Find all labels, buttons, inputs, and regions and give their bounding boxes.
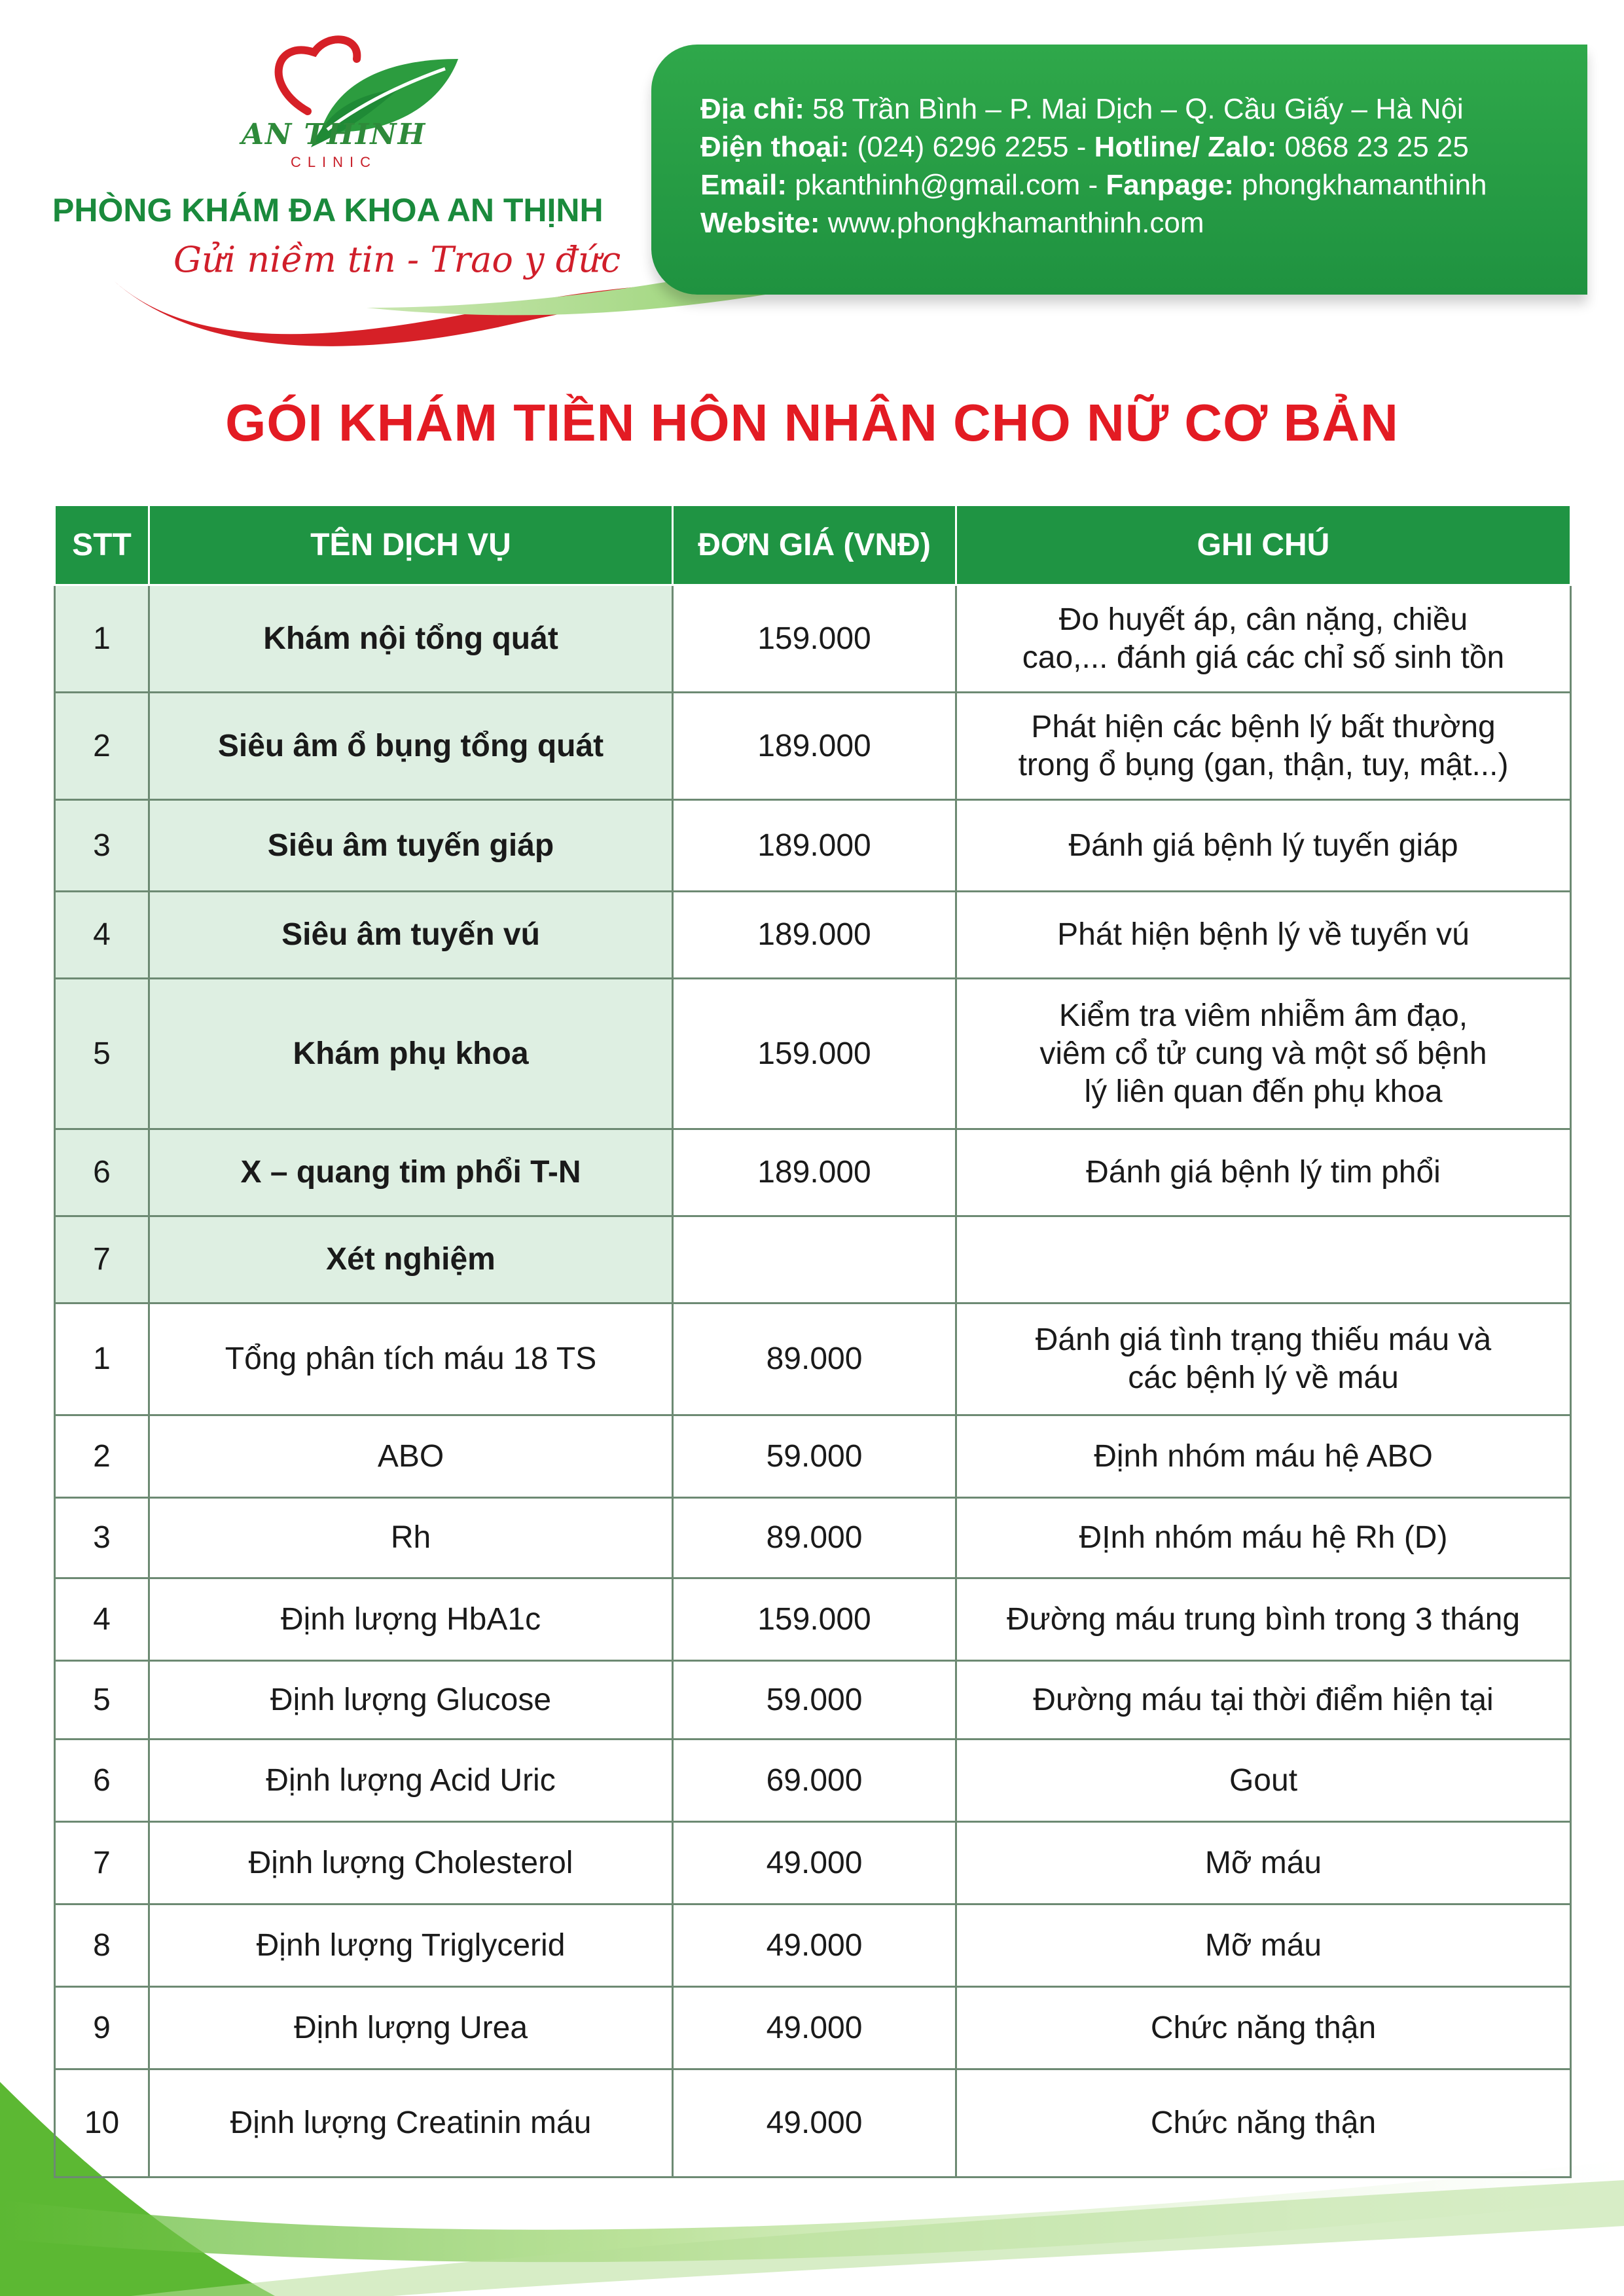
lab-stt: 6: [55, 1740, 149, 1822]
lab-stt: 7: [55, 1822, 149, 1904]
row-price: 189.000: [673, 892, 956, 979]
website-line: [700, 204, 1487, 242]
lab-row: [55, 1498, 1571, 1578]
row-note: [956, 1216, 1571, 1303]
contact-panel: [651, 45, 1587, 295]
lab-stt: 1: [55, 1303, 149, 1415]
lab-row: [55, 1987, 1571, 2069]
hotline-value: 0868 23 25 25: [1276, 131, 1469, 163]
slogan: Gửi niềm tin - Trao y đức: [173, 239, 621, 280]
table-row: [55, 979, 1571, 1129]
row-note: Đánh giá bệnh lý tuyến giáp: [956, 800, 1571, 892]
fanpage-label: Fanpage:: [1106, 169, 1234, 201]
lab-price: 49.000: [673, 1904, 956, 1987]
row-stt: 3: [55, 800, 149, 892]
lab-service: Định lượng Glucose: [149, 1661, 673, 1740]
website-value[interactable]: www.phongkhamanthinh.com: [820, 207, 1204, 239]
table-row: [55, 892, 1571, 979]
row-service: Khám nội tổng quát: [149, 585, 673, 693]
price-table-container: [54, 506, 1572, 2178]
address-value: 58 Trần Bình – P. Mai Dịch – Q. Cầu Giấy – Hà Nội: [804, 93, 1464, 125]
email-value[interactable]: pkanthinh@gmail.com -: [787, 169, 1106, 201]
contact-info: [700, 90, 1487, 242]
lab-stt: 2: [55, 1415, 149, 1498]
phone-label: Điện thoại:: [700, 131, 850, 163]
lab-service: Định lượng Acid Uric: [149, 1740, 673, 1822]
lab-stt: 3: [55, 1498, 149, 1578]
clinic-name: PHÒNG KHÁM ĐA KHOA AN THỊNH: [52, 192, 604, 228]
lab-service: Rh: [149, 1498, 673, 1578]
row-price: 189.000: [673, 693, 956, 800]
lab-price: 49.000: [673, 2069, 956, 2178]
logo-wordmark: AN THINH: [241, 118, 427, 151]
clinic-logo: [39, 20, 628, 327]
lab-row: [55, 2069, 1571, 2178]
header-service: TÊN DỊCH VỤ: [149, 506, 673, 585]
row-note: Kiểm tra viêm nhiễm âm đạo, viêm cổ tử cung và một số bệnh lý liên quan đến phụ khoa: [956, 979, 1571, 1129]
lab-row: [55, 1904, 1571, 1987]
lab-row: [55, 1415, 1571, 1498]
row-service: Siêu âm tuyến giáp: [149, 800, 673, 892]
lab-note: Gout: [956, 1740, 1571, 1822]
hotline-label: Hotline/ Zalo:: [1094, 131, 1277, 163]
lab-note: Định nhóm máu hệ ABO: [956, 1415, 1571, 1498]
row-service: Xét nghiệm: [149, 1216, 673, 1303]
lab-price: 59.000: [673, 1661, 956, 1740]
row-stt: 2: [55, 693, 149, 800]
lab-service: Định lượng Urea: [149, 1987, 673, 2069]
lab-note: Mỡ máu: [956, 1904, 1571, 1987]
lab-price: 49.000: [673, 1987, 956, 2069]
lab-row: [55, 1303, 1571, 1415]
row-stt: 1: [55, 585, 149, 693]
row-price: 159.000: [673, 585, 956, 693]
table-row: [55, 1216, 1571, 1303]
table-row: [55, 693, 1571, 800]
row-note: Đánh giá bệnh lý tim phổi: [956, 1129, 1571, 1216]
page-title: GÓI KHÁM TIỀN HÔN NHÂN CHO NỮ CƠ BẢN: [225, 393, 1399, 452]
lab-service: Định lượng HbA1c: [149, 1578, 673, 1661]
row-note: Phát hiện các bệnh lý bất thường trong ổ bụng (gan, thận, tuy, mật...): [956, 693, 1571, 800]
table-row: [55, 585, 1571, 693]
lab-stt: 9: [55, 1987, 149, 2069]
row-stt: 4: [55, 892, 149, 979]
lab-note: Đánh giá tình trạng thiếu máu và các bệnh lý về máu: [956, 1303, 1571, 1415]
lab-note: Đường máu tại thời điểm hiện tại: [956, 1661, 1571, 1740]
lab-stt: 8: [55, 1904, 149, 1987]
lab-service: Định lượng Triglycerid: [149, 1904, 673, 1987]
row-price: [673, 1216, 956, 1303]
lab-stt: 10: [55, 2069, 149, 2178]
table-row: [55, 800, 1571, 892]
row-price: 159.000: [673, 979, 956, 1129]
email-label: Email:: [700, 169, 787, 201]
row-service: X – quang tim phổi T-N: [149, 1129, 673, 1216]
row-stt: 5: [55, 979, 149, 1129]
price-table: [54, 506, 1572, 2178]
row-price: 189.000: [673, 1129, 956, 1216]
row-stt: 6: [55, 1129, 149, 1216]
lab-note: Chức năng thận: [956, 1987, 1571, 2069]
address-label: Địa chỉ:: [700, 93, 804, 125]
email-line: [700, 166, 1487, 204]
lab-note: Chức năng thận: [956, 2069, 1571, 2178]
lab-price: 89.000: [673, 1498, 956, 1578]
lab-row: [55, 1740, 1571, 1822]
lab-service: ABO: [149, 1415, 673, 1498]
header-note: GHI CHÚ: [956, 506, 1571, 585]
header-price: ĐƠN GIÁ (VNĐ): [673, 506, 956, 585]
lab-note: Mỡ máu: [956, 1822, 1571, 1904]
lab-note: Đường máu trung bình trong 3 tháng: [956, 1578, 1571, 1661]
logo-subtitle: CLINIC: [290, 154, 378, 170]
table-header-row: [55, 506, 1571, 585]
phone-value: (024) 6296 2255 -: [849, 131, 1094, 163]
lab-price: 89.000: [673, 1303, 956, 1415]
address-line: [700, 90, 1487, 128]
row-stt: 7: [55, 1216, 149, 1303]
phone-line: [700, 128, 1487, 166]
lab-row: [55, 1661, 1571, 1740]
lab-service: Định lượng Cholesterol: [149, 1822, 673, 1904]
row-price: 189.000: [673, 800, 956, 892]
lab-note: ĐỊnh nhóm máu hệ Rh (D): [956, 1498, 1571, 1578]
row-service: Khám phụ khoa: [149, 979, 673, 1129]
lab-price: 159.000: [673, 1578, 956, 1661]
lab-price: 69.000: [673, 1740, 956, 1822]
row-service: Siêu âm ổ bụng tổng quát: [149, 693, 673, 800]
lab-row: [55, 1822, 1571, 1904]
lab-stt: 4: [55, 1578, 149, 1661]
fanpage-value[interactable]: phongkhamanthinh: [1233, 169, 1487, 201]
lab-row: [55, 1578, 1571, 1661]
row-note: Phát hiện bệnh lý về tuyến vú: [956, 892, 1571, 979]
header-stt: STT: [55, 506, 149, 585]
table-row: [55, 1129, 1571, 1216]
lab-stt: 5: [55, 1661, 149, 1740]
lab-price: 59.000: [673, 1415, 956, 1498]
row-service: Siêu âm tuyến vú: [149, 892, 673, 979]
lab-price: 49.000: [673, 1822, 956, 1904]
lab-service: Tổng phân tích máu 18 TS: [149, 1303, 673, 1415]
lab-service: Định lượng Creatinin máu: [149, 2069, 673, 2178]
website-label: Website:: [700, 207, 820, 239]
row-note: Đo huyết áp, cân nặng, chiều cao,... đánh giá các chỉ số sinh tồn: [956, 585, 1571, 693]
